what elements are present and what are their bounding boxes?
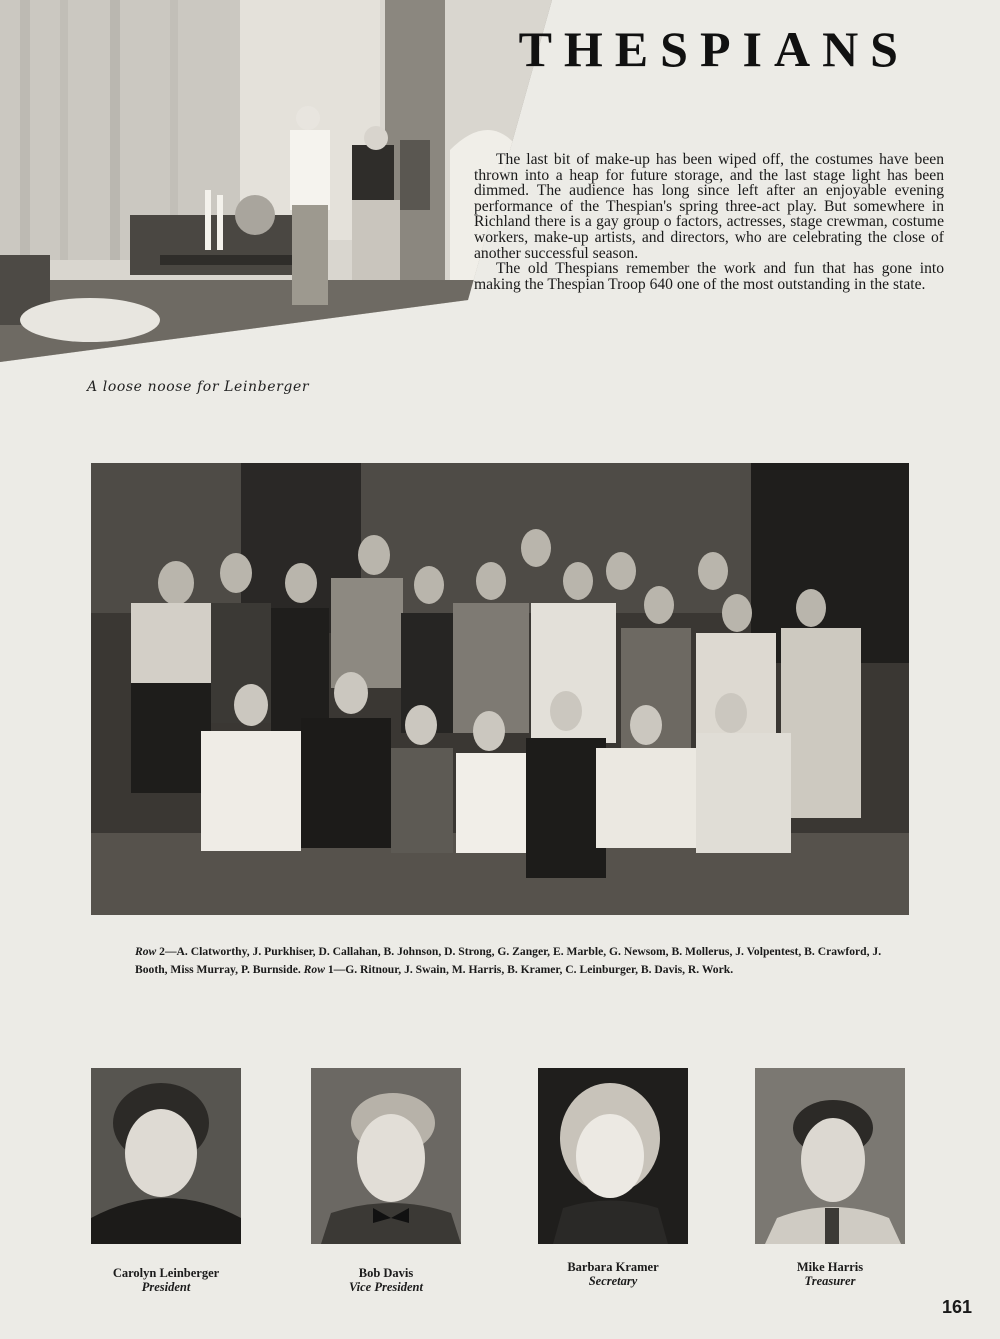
officer-name: Barbara Kramer bbox=[567, 1260, 659, 1274]
officer-role: Secretary bbox=[588, 1274, 638, 1288]
officer-role: Treasurer bbox=[804, 1274, 856, 1288]
officer-name: Bob Davis bbox=[358, 1266, 414, 1280]
intro-paragraph-1: The last bit of make-up has been wiped off, the costumes have been thrown into a heap for future storage, and the last stage light has been dimmed. The audience has long since left after an enjoyable evening performance of the Thespian's spring three-act play. But somewhere in Richland there is a gay group o factors, actresses, stage crewman, costume workers, make-up artists, and directors, who are celebrating the close of another successful season. bbox=[474, 151, 944, 262]
page-number: 161 bbox=[941, 1297, 972, 1317]
row-1-label: Row bbox=[303, 963, 325, 976]
group-photo-caption bbox=[135, 943, 905, 979]
portrait-secretary bbox=[538, 1068, 688, 1244]
portrait-president bbox=[91, 1068, 241, 1244]
portrait-treasurer bbox=[755, 1068, 905, 1244]
page-title: THESPIANS bbox=[518, 21, 910, 77]
officer-president bbox=[91, 1068, 241, 1294]
row-2-label: Row bbox=[135, 945, 157, 958]
officer-name: Mike Harris bbox=[796, 1260, 864, 1274]
officer-name: Carolyn Leinberger bbox=[112, 1266, 220, 1280]
officer-vice-president bbox=[311, 1068, 461, 1294]
stage-photo bbox=[0, 0, 552, 362]
stage-photo-caption: A loose noose for Leinberger bbox=[87, 379, 310, 395]
portrait-vice-president bbox=[311, 1068, 461, 1244]
intro-text bbox=[474, 152, 944, 292]
officer-treasurer bbox=[755, 1068, 905, 1288]
officer-role: Vice President bbox=[349, 1280, 423, 1294]
group-photo bbox=[91, 463, 909, 915]
officer-secretary bbox=[538, 1068, 688, 1288]
row-1-names: 1—G. Ritnour, J. Swain, M. Harris, B. Kramer, C. Leinburger, B. Davis, R. Work. bbox=[324, 963, 734, 976]
officer-role: President bbox=[141, 1280, 191, 1294]
intro-paragraph-2: The old Thespians remember the work and fun that has gone into making the Thespian Troop 640 one of the most outstanding in the state. bbox=[474, 260, 944, 293]
row-2-names: 2—A. Clatworthy, J. Purkhiser, D. Callahan, B. Johnson, D. Strong, G. Zanger, E. Marble, G. Newsom, B. Mollerus, J. Volpentest, B. Crawford, J. Booth, Miss Murray, P. Burnside. bbox=[135, 945, 882, 976]
